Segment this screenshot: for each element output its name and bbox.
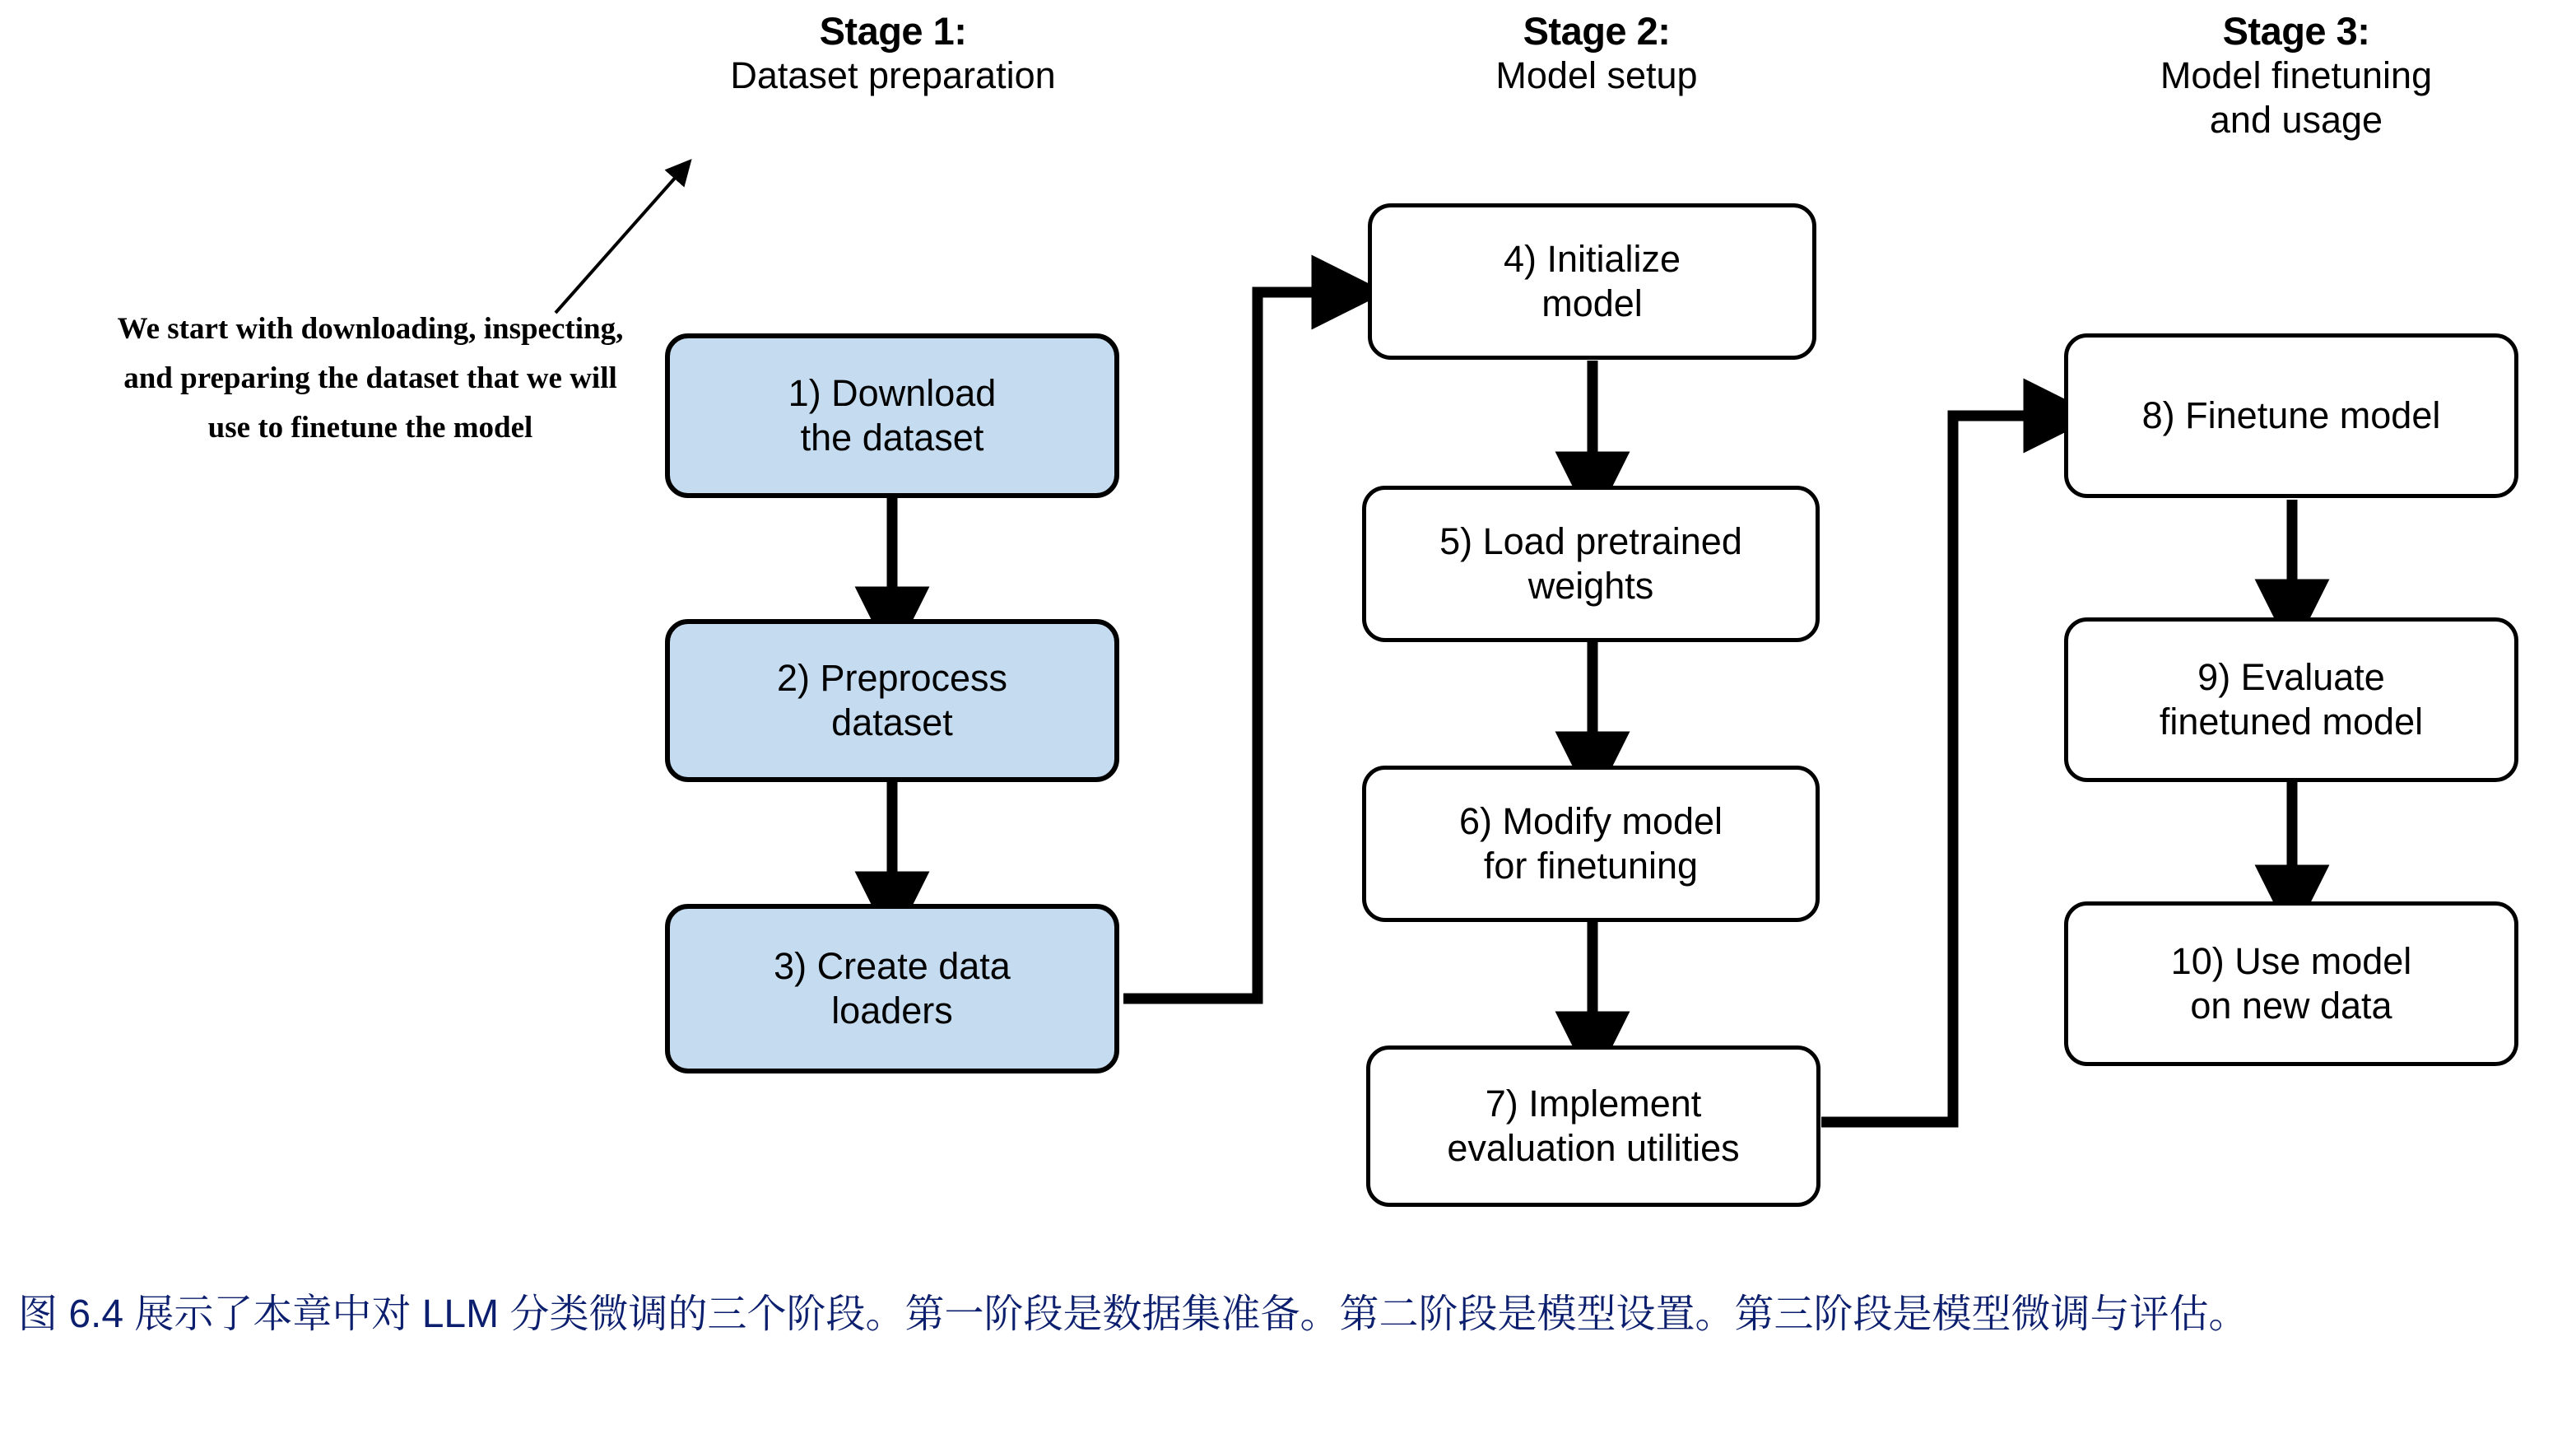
stage-title-2-sub: Model setup (1495, 54, 1698, 97)
intro-note: We start with downloading, inspecting, and preparing the dataset that we will use to finetune the model (117, 312, 624, 445)
node-create-data-loaders: 3) Create data loaders (665, 904, 1119, 1073)
stage-title-1 (625, 8, 1160, 98)
node-finetune-model: 8) Finetune model (2064, 333, 2518, 498)
node-initialize-model: 4) Initialize model (1368, 203, 1816, 360)
node-download-dataset: 1) Download the dataset (665, 333, 1119, 498)
stage-title-1-sub: Dataset preparation (730, 54, 1056, 97)
node-load-pretrained-weights: 5) Load pretrained weights (1362, 486, 1820, 642)
stage-title-2 (1350, 8, 1844, 98)
node-implement-eval-utilities: 7) Implement evaluation utilities (1366, 1045, 1820, 1207)
stage-title-2-head: Stage 2: (1523, 9, 1671, 53)
node-modify-model: 6) Modify model for finetuning (1362, 766, 1820, 922)
stage-title-3 (2049, 8, 2543, 142)
node-evaluate-finetuned-model: 9) Evaluate finetuned model (2064, 617, 2518, 782)
stage-title-3-head: Stage 3: (2222, 9, 2370, 53)
node-use-model-new-data: 10) Use model on new data (2064, 901, 2518, 1066)
stage-title-1-head: Stage 1: (819, 9, 967, 53)
figure-caption: 图 6.4 展示了本章中对 LLM 分类微调的三个阶段。第一阶段是数据集准备。第二阶段是模型设置。第三阶段是模型微调与评估。 (18, 1292, 2248, 1336)
stage-title-3-sub: Model finetuning and usage (2160, 54, 2433, 141)
node-preprocess-dataset: 2) Preprocess dataset (665, 619, 1119, 782)
